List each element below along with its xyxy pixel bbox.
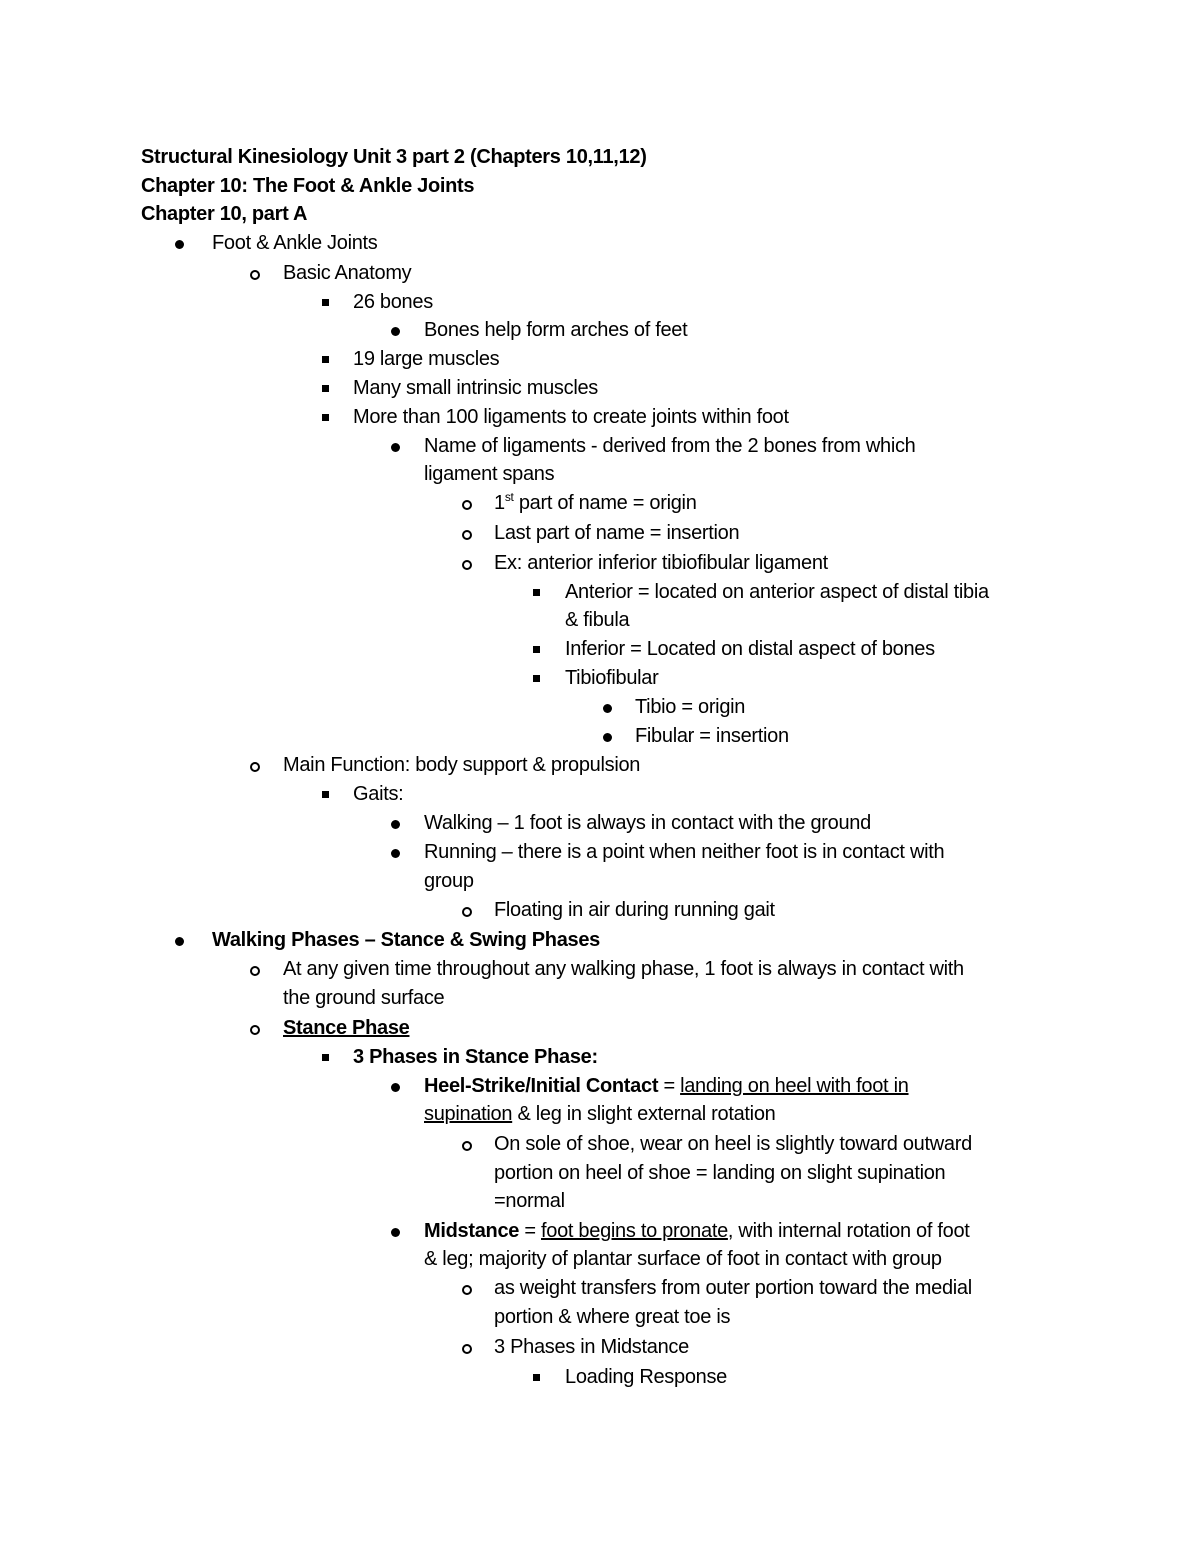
list-item-continuation: & leg; majority of plantar surface of foot in contact with group (424, 1248, 942, 1270)
list-item: On sole of shoe, wear on heel is slightly toward outward (494, 1133, 972, 1155)
list-item-continuation: portion & where great toe is (494, 1306, 731, 1328)
list-item: 3 Phases in Stance Phase: (353, 1046, 598, 1068)
list-item: Heel-Strike/Initial Contact = landing on heel with foot in (424, 1075, 909, 1097)
list-item-continuation: & fibula (565, 609, 630, 631)
list-item: Midstance = foot begins to pronate, with internal rotation of foot (424, 1220, 970, 1242)
list-item: 26 bones (353, 291, 433, 313)
list-item: At any given time throughout any walking phase, 1 foot is always in contact with (283, 958, 964, 980)
list-item: Basic Anatomy (283, 262, 412, 284)
list-item: Walking – 1 foot is always in contact with the ground (424, 812, 871, 834)
list-item: Bones help form arches of feet (424, 319, 688, 341)
list-item: Name of ligaments - derived from the 2 bones from which (424, 435, 916, 457)
list-item: Walking Phases – Stance & Swing Phases (212, 929, 601, 951)
list-item-continuation: group (424, 870, 474, 892)
list-item: 1st part of name = origin (494, 490, 697, 514)
list-item: Last part of name = insertion (494, 522, 740, 544)
list-item: Main Function: body support & propulsion (283, 754, 641, 776)
list-item: Inferior = Located on distal aspect of bones (565, 638, 935, 660)
document-title: Structural Kinesiology Unit 3 part 2 (Chapters 10,11,12) (141, 146, 647, 168)
list-item: 19 large muscles (353, 348, 500, 370)
chapter-heading: Chapter 10: The Foot & Ankle Joints (141, 175, 475, 197)
list-item: Loading Response (565, 1366, 727, 1388)
list-item: Running – there is a point when neither foot is in contact with (424, 841, 945, 863)
list-item-continuation: supination & leg in slight external rotation (424, 1103, 776, 1125)
list-item: Tibio = origin (635, 696, 746, 718)
list-item-continuation: the ground surface (283, 987, 445, 1009)
list-item-continuation: =normal (494, 1190, 565, 1212)
list-item: More than 100 ligaments to create joints within foot (353, 406, 789, 428)
list-item: Floating in air during running gait (494, 899, 775, 921)
list-item: 3 Phases in Midstance (494, 1336, 689, 1358)
list-item: as weight transfers from outer portion toward the medial (494, 1277, 972, 1299)
part-heading: Chapter 10, part A (141, 203, 308, 225)
list-item: Fibular = insertion (635, 725, 789, 747)
list-item-continuation: portion on heel of shoe = landing on slight supination (494, 1162, 946, 1184)
list-item: Foot & Ankle Joints (212, 232, 378, 254)
list-item: Many small intrinsic muscles (353, 377, 598, 399)
list-item: Stance Phase (283, 1017, 410, 1039)
list-item: Anterior = located on anterior aspect of distal tibia (565, 581, 989, 603)
list-item: Ex: anterior inferior tibiofibular ligament (494, 552, 828, 574)
list-item: Gaits: (353, 783, 404, 805)
list-item: Tibiofibular (565, 667, 659, 689)
list-item-continuation: ligament spans (424, 463, 555, 485)
